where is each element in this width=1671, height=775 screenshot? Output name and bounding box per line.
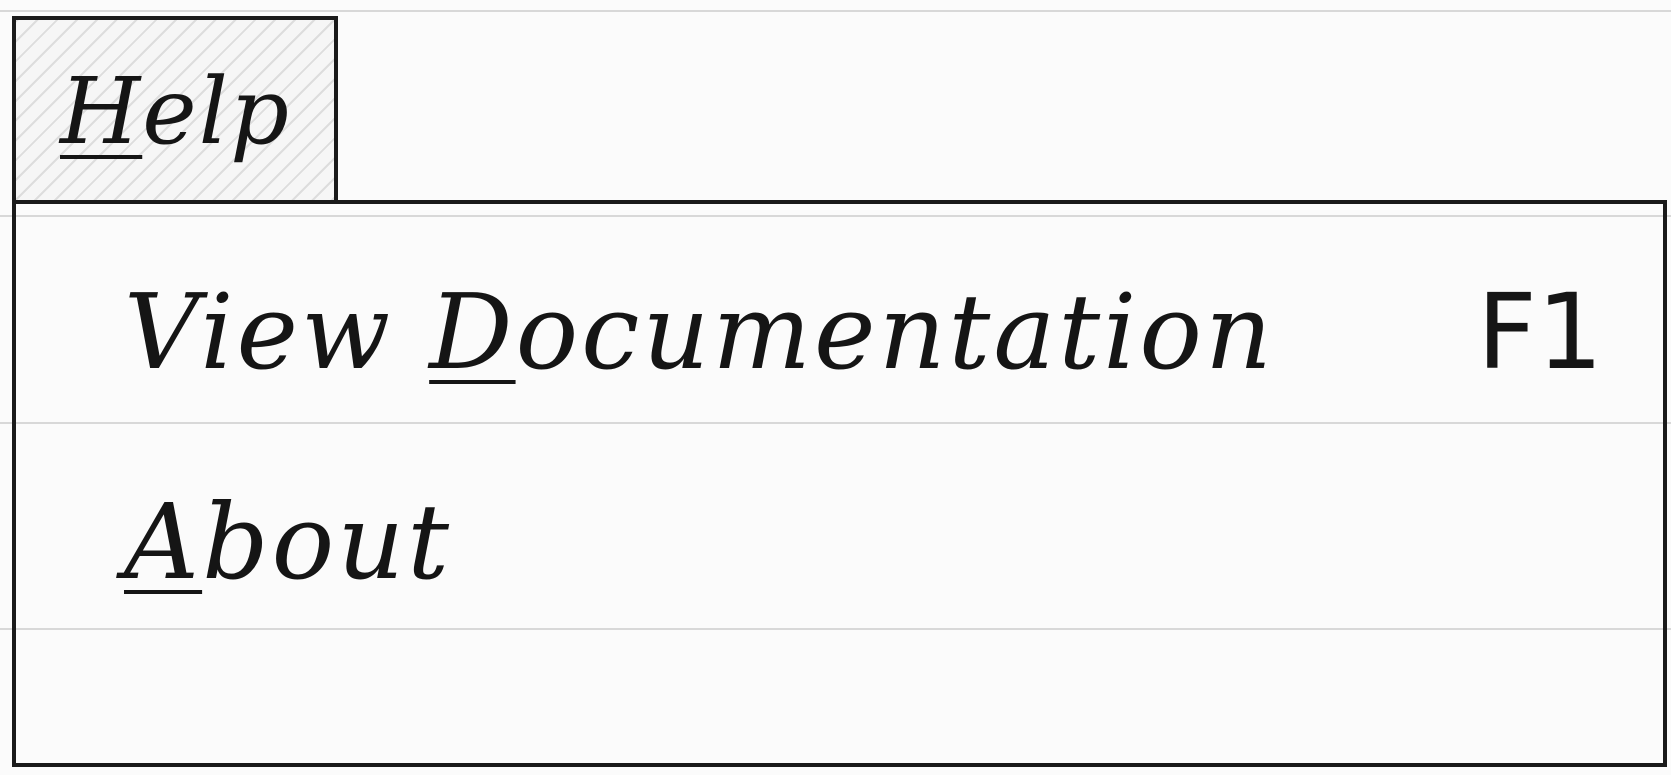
menubar-help[interactable]: [12, 16, 338, 200]
menu-item-view-documentation[interactable]: [16, 232, 1663, 432]
shortcut-f1: F1: [1477, 271, 1603, 393]
mnemonic-letter: D: [429, 271, 516, 393]
paper-rule: [0, 10, 1671, 12]
label-rest: ocumentation: [515, 271, 1275, 393]
menu-empty-area: [16, 659, 1663, 767]
label-rest: bout: [202, 481, 453, 603]
mnemonic-letter: H: [60, 58, 143, 165]
label-rest: elp: [142, 58, 291, 165]
menu-item-label: [124, 271, 1275, 393]
mnemonic-letter: A: [124, 481, 203, 603]
menu-item-about[interactable]: [16, 442, 1663, 642]
menu-item-label: [124, 481, 452, 603]
help-dropdown-menu: [12, 200, 1667, 767]
label-prefix: View: [124, 271, 430, 393]
menubar-help-label: [60, 58, 291, 165]
